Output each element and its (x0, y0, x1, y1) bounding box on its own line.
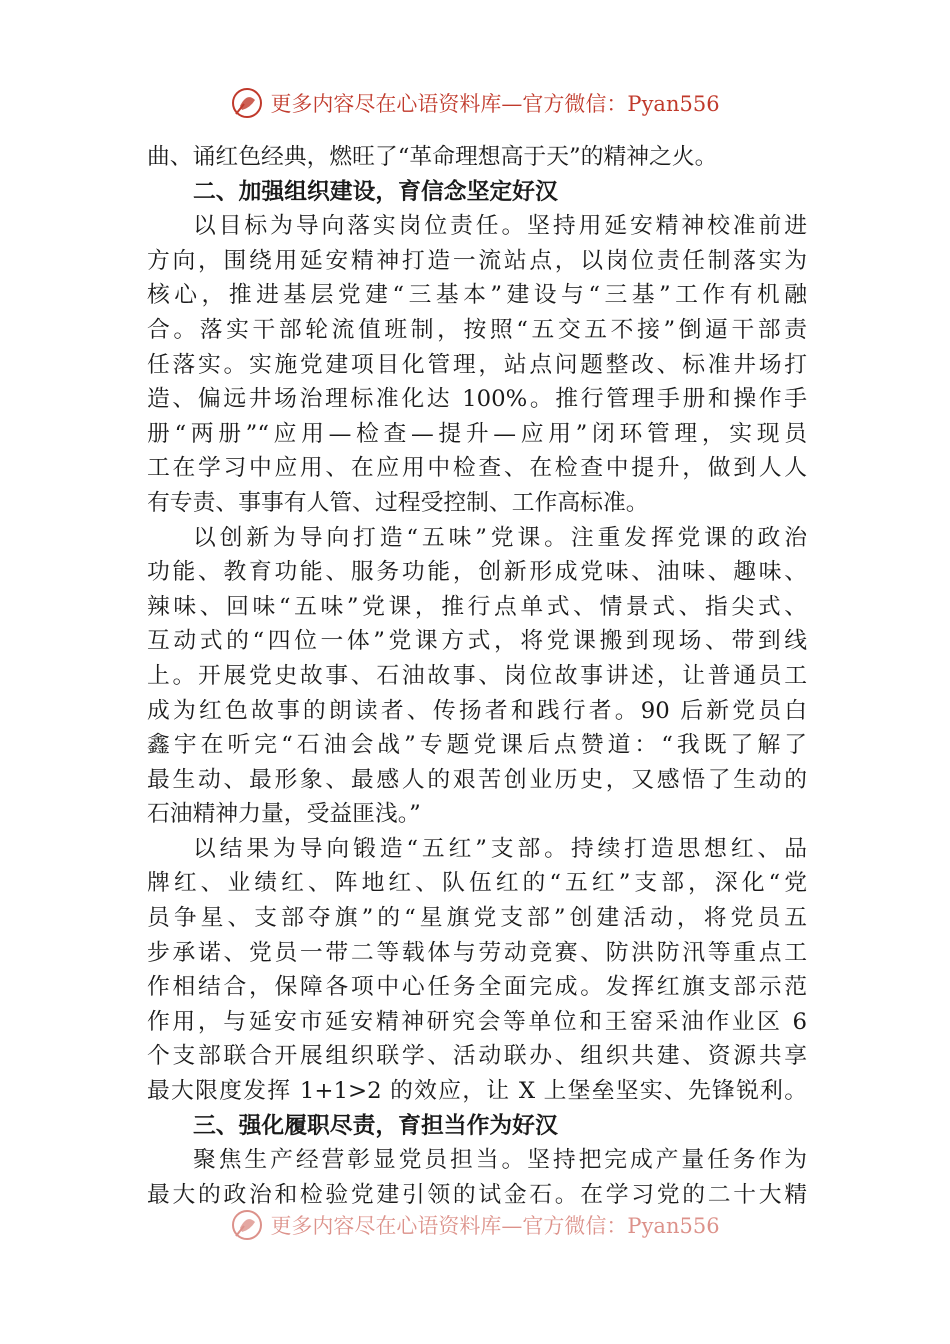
text-line: 个支部联合开展组织联学、活动联办、组织共建、资源共享 (147, 1043, 807, 1070)
text-line: 牌红、业绩红、阵地红、队伍红的“五红”支部，深化“党 (147, 870, 807, 897)
text-line: 聚焦生产经营彰显党员担当。坚持把完成产量任务作为 (193, 1147, 807, 1174)
text-line: 石油精神力量，受益匪浅。” (147, 801, 421, 828)
section-heading: 二、加强组织建设，育信念坚定好汉 (193, 178, 558, 205)
text-line: 鑫宇在听完“石油会战”专题党课后点赞道：“我既了解了 (147, 732, 807, 759)
text-line: 最大限度发挥 1+1>2 的效应，让 X 上堡垒坚实、先锋锐利。 (147, 1078, 807, 1105)
text-line: 方向，围绕用延安精神打造一流站点，以岗位责任制落实为 (147, 247, 807, 274)
text-line: 辣味、回味“五味”党课，推行点单式、情景式、指尖式、 (147, 593, 807, 620)
text-line: 成为红色故事的朗读者、传扬者和践行者。90 后新党员白 (147, 697, 807, 724)
text-line: 作用，与延安市延安精神研究会等单位和王窑采油作业区 6 (147, 1008, 807, 1035)
text-line: 有专责、事事有人管、过程受控制、工作高标准。 (147, 489, 649, 516)
watermark-text: 更多内容尽在心语资料库—官方微信：Pyan556 (270, 92, 720, 116)
text-line: 核心，推进基层党建“三基本”建设与“三基”工作有机融 (147, 282, 807, 309)
watermark-header (0, 86, 950, 120)
watermark-footer (0, 1208, 950, 1242)
text-line: 任落实。实施党建项目化管理，站点问题整改、标准井场打 (147, 351, 807, 378)
text-line: 工在学习中应用、在应用中检查、在检查中提升，做到人人 (147, 455, 807, 482)
text-line: 以结果为导向锻造“五红”支部。持续打造思想红、品 (193, 835, 807, 862)
text-line: 合。落实干部轮流值班制，按照“五交五不接”倒逼干部责 (147, 316, 807, 343)
section-heading: 三、强化履职尽责，育担当作为好汉 (193, 1112, 558, 1139)
watermark-text: 更多内容尽在心语资料库—官方微信：Pyan556 (270, 1214, 720, 1238)
text-line: 册“两册”“应用—检查—提升—应用”闭环管理，实现员 (147, 420, 807, 447)
text-line: 作相结合，保障各项中心任务全面完成。发挥红旗支部示范 (147, 974, 807, 1001)
text-line: 最生动、最形象、最感人的艰苦创业历史，又感悟了生动的 (147, 766, 807, 793)
document-body (147, 140, 807, 1212)
logo-icon (230, 86, 264, 120)
text-line: 员争星、支部夺旗”的“星旗党支部”创建活动，将党员五 (147, 905, 807, 932)
text-line: 以目标为导向落实岗位责任。坚持用延安精神校准前进 (193, 213, 807, 240)
logo-icon (230, 1208, 264, 1242)
text-line: 以创新为导向打造“五味”党课。注重发挥党课的政治 (193, 524, 807, 551)
text-line: 步承诺、党员一带二等载体与劳动竞赛、防洪防汛等重点工 (147, 939, 807, 966)
text-line: 造、偏远井场治理标准化达 100%。推行管理手册和操作手 (147, 386, 807, 413)
text-line: 互动式的“四位一体”党课方式，将党课搬到现场、带到线 (147, 628, 807, 655)
text-line: 曲、诵红色经典，燃旺了“革命理想高于天”的精神之火。 (147, 144, 718, 170)
text-line: 上。开展党史故事、石油故事、岗位故事讲述，让普通员工 (147, 662, 807, 689)
text-line: 功能、教育功能、服务功能，创新形成党味、油味、趣味、 (147, 559, 807, 586)
text-line: 最大的政治和检验党建引领的试金石。在学习党的二十大精 (147, 1181, 807, 1208)
